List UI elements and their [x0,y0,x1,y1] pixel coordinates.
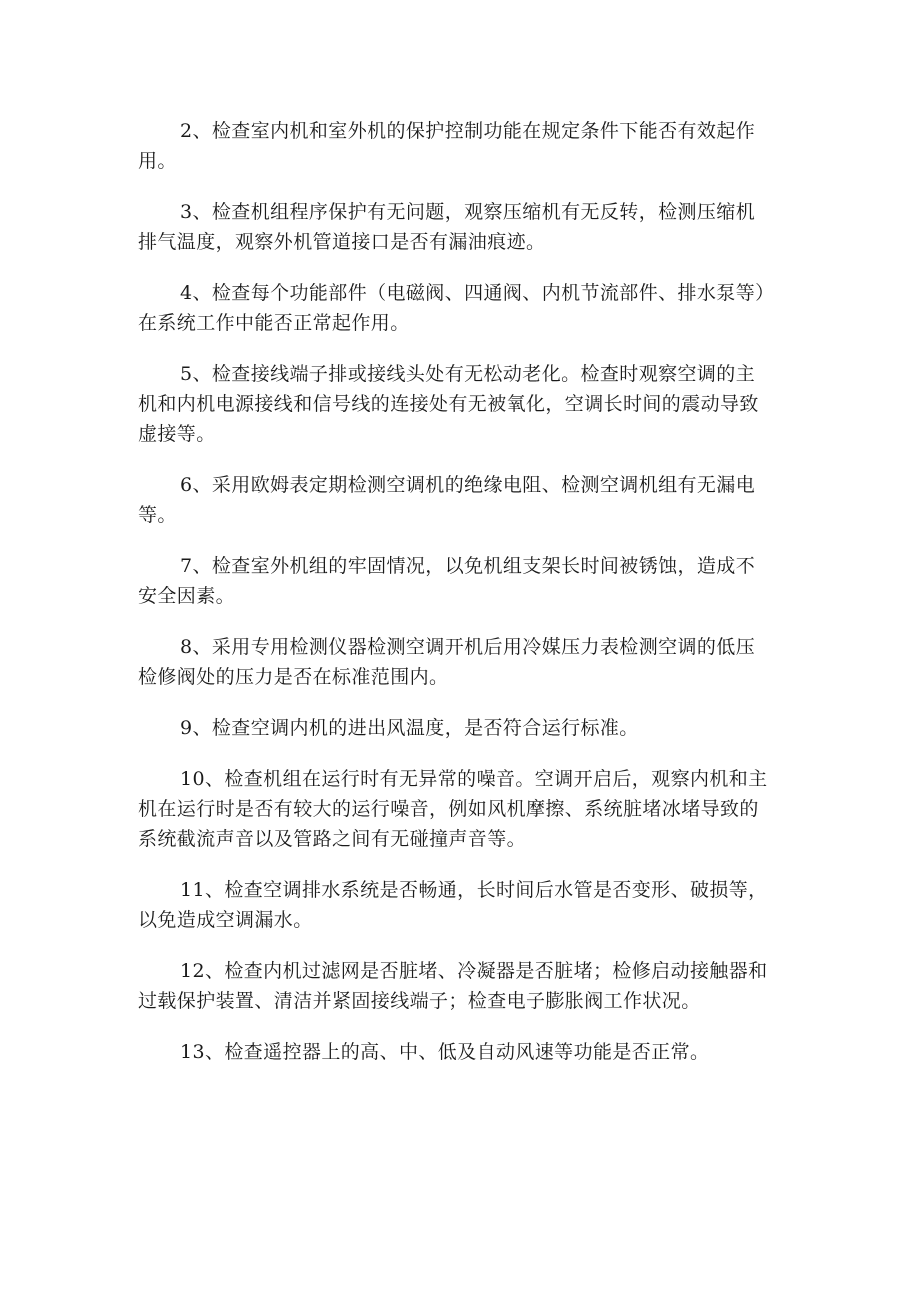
paragraph-line: 3、检查机组程序保护有无问题，观察压缩机有无反转，检测压缩机 [180,201,756,223]
document-body [138,116,798,1088]
paragraph-line: 4、检查每个功能部件（电磁阀、四通阀、内机节流部件、排水泵等） [180,282,775,304]
paragraph-line: 7、检查室外机组的牢固情况，以免机组支架长时间被锈蚀，造成不 [180,555,756,577]
paragraph-line: 9、检查空调内机的进出风温度，是否符合运行标准。 [180,717,639,739]
list-item-8 [138,632,798,692]
paragraph-line: 排气温度，观察外机管道接口是否有漏油痕迹。 [138,231,546,253]
paragraph-line: 过载保护装置、清洁并紧固接线端子；检查电子膨胀阀工作状况。 [138,990,701,1012]
paragraph-line: 以免造成空调漏水。 [138,909,313,931]
list-item-4 [138,278,798,338]
paragraph-line: 系统截流声音以及管路之间有无碰撞声音等。 [138,828,527,850]
list-item-10 [138,764,798,854]
list-item-5 [138,359,798,449]
paragraph-line: 13、检查遥控器上的高、中、低及自动风速等功能是否正常。 [180,1041,710,1063]
list-item-7 [138,551,798,611]
list-item-6 [138,470,798,530]
list-item-3 [138,197,798,257]
paragraph-line: 安全因素。 [138,585,236,607]
paragraph-line: 检修阀处的压力是否在标准范围内。 [138,666,449,688]
paragraph-line: 用。 [138,150,177,172]
paragraph-line: 等。 [138,504,177,526]
paragraph-line: 机和内机电源接线和信号线的连接处有无被氧化，空调长时间的震动导致 [138,393,759,415]
paragraph-line: 在系统工作中能否正常起作用。 [138,312,410,334]
list-item-2 [138,116,798,176]
list-item-11 [138,875,798,935]
paragraph-line: 2、检查室内机和室外机的保护控制功能在规定条件下能否有效起作 [180,120,756,142]
paragraph-line: 5、检查接线端子排或接线头处有无松动老化。检查时观察空调的主 [180,363,756,385]
paragraph-line: 8、采用专用检测仪器检测空调开机后用冷媒压力表检测空调的低压 [180,636,756,658]
paragraph-line: 虚接等。 [138,423,216,445]
paragraph-line: 6、采用欧姆表定期检测空调机的绝缘电阻、检测空调机组有无漏电 [180,474,756,496]
list-item-13 [138,1037,798,1067]
list-item-9 [138,713,798,743]
paragraph-line: 机在运行时是否有较大的运行噪音，例如风机摩擦、系统脏堵冰堵导致的 [138,798,759,820]
list-item-12 [138,956,798,1016]
paragraph-line: 12、检查内机过滤网是否脏堵、冷凝器是否脏堵；检修启动接触器和 [180,960,768,982]
paragraph-line: 11、检查空调排水系统是否畅通，长时间后水管是否变形、破损等， [180,879,768,901]
paragraph-line: 10、检查机组在运行时有无异常的噪音。空调开启后，观察内机和主 [180,768,768,790]
